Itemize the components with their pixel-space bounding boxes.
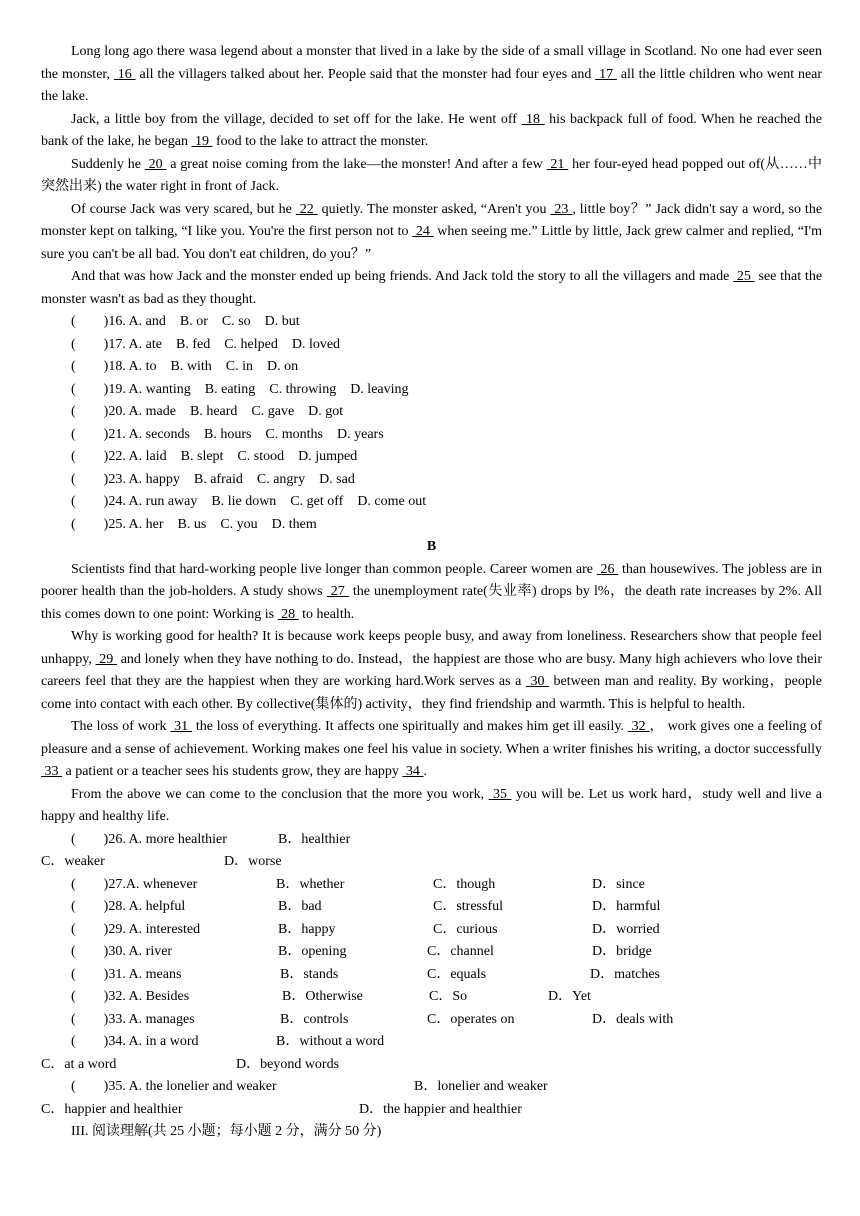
blank-24: 24 xyxy=(412,224,434,239)
option-b[interactable]: B．healthier xyxy=(278,831,351,847)
question-27[interactable] xyxy=(41,874,822,897)
text: the loss of everything. It affects one spiritually and makes him get ill easily. xyxy=(195,719,624,734)
option-d[interactable]: D．worse xyxy=(224,854,282,869)
blank-32: 32 xyxy=(627,719,650,734)
blank-33: 33 xyxy=(41,764,62,779)
option-b[interactable]: B．without a word xyxy=(276,1034,385,1049)
blank-22: 22 xyxy=(295,201,318,217)
text: the unemployment rate(失业率) drops by l%，the death rate increases by 2%. All this comes down to one point: Working is xyxy=(41,584,823,622)
text: The loss of work xyxy=(71,719,167,734)
text: a patient or a teacher sees his students grow, they are happy xyxy=(65,764,399,779)
blank-17: 17 xyxy=(595,66,617,82)
question-26[interactable] xyxy=(41,829,822,852)
text: Why is working good for health? It is because work keeps people busy, and away from loneliness. Researchers show that people feel unhappy, xyxy=(41,629,822,667)
text: , little boy？” Jack didn't say a word, so the monster kept on talking, “I like you. You're the first person not to xyxy=(41,201,823,239)
option-d[interactable]: D．deals with xyxy=(592,1011,674,1027)
option-d[interactable]: D．Yet xyxy=(548,989,591,1004)
exam-page xyxy=(41,41,822,1144)
question-19[interactable]: ( )19. A. wanting B. eating C. throwing D. leaving xyxy=(71,381,409,397)
text: Of course Jack was very scared, but he xyxy=(71,201,292,217)
blank-31: 31 xyxy=(170,719,192,734)
text: . xyxy=(423,764,427,779)
option-d[interactable]: D．worried xyxy=(592,921,660,937)
option-b[interactable]: B．bad xyxy=(278,899,322,914)
blank-23: 23 xyxy=(550,201,573,217)
question-35[interactable] xyxy=(41,1076,822,1099)
text: you will be. Let us work hard，study well and live a happy and healthy life. xyxy=(41,786,822,824)
option-d[interactable]: D．matches xyxy=(590,966,660,982)
option-c[interactable]: C．channel xyxy=(427,944,494,959)
option-a[interactable]: ( )31. A. means xyxy=(71,966,182,982)
question-22[interactable]: ( )22. A. laid B. slept C. stood D. jumped xyxy=(71,449,358,464)
blank-27: 27 xyxy=(326,584,349,599)
blank-30: 30 xyxy=(525,674,549,689)
text: all the villagers talked about her. People said that the monster had four eyes and xyxy=(139,66,592,82)
passage-a-questions xyxy=(41,311,822,536)
blank-18: 18 xyxy=(521,111,545,127)
passage-b-paragraph-3 xyxy=(41,716,822,784)
option-c[interactable]: C．curious xyxy=(433,921,498,937)
text: when seeing me.” Little by little, Jack grew calmer and replied, “I'm sure you can't be all bad. You don't eat children, do you？” xyxy=(41,224,822,262)
text: Jack, a little boy from the village, decided to set off for the lake. He went off xyxy=(71,111,517,127)
text: and lonely when they have nothing to do. Instead，the happiest are those who are busy. Many high achievers who love their careers feel that they are the happiest when they are working hard.Work serves as a xyxy=(41,651,823,689)
question-24[interactable]: ( )24. A. run away B. lie down C. get off D. come out xyxy=(71,494,427,509)
option-c[interactable]: C．equals xyxy=(427,966,487,982)
text: From the above we can come to the conclusion that the more you work, xyxy=(71,786,485,802)
question-18[interactable]: ( )18. A. to B. with C. in D. on xyxy=(71,359,299,374)
option-b[interactable]: B．happy xyxy=(278,921,336,937)
passage-a-paragraph-1 xyxy=(41,41,822,109)
passage-b-paragraph-4 xyxy=(41,784,822,829)
question-17[interactable]: ( )17. A. ate B. fed C. helped D. loved xyxy=(71,336,341,352)
question-34[interactable] xyxy=(41,1031,822,1054)
option-a[interactable]: ( )33. A. manages xyxy=(71,1011,195,1027)
blank-21: 21 xyxy=(546,156,569,172)
passage-b-paragraph-2 xyxy=(41,626,822,716)
question-21[interactable]: ( )21. A. seconds B. hours C. months D. years xyxy=(71,426,384,442)
question-16[interactable]: ( )16. A. and B. or C. so D. but xyxy=(71,314,300,329)
question-25[interactable]: ( )25. A. her B. us C. you D. them xyxy=(71,516,317,532)
text: food to the lake to attract the monster. xyxy=(215,134,429,149)
option-a[interactable]: ( )28. A. helpful xyxy=(71,899,186,914)
option-c[interactable]: C．stressful xyxy=(433,899,503,914)
option-c[interactable]: C．happier and healthier xyxy=(41,1101,183,1117)
question-28[interactable] xyxy=(41,896,822,919)
text: than housewives. The jobless are in poorer health than the job-holders. A study shows xyxy=(41,561,823,599)
blank-20: 20 xyxy=(144,156,167,172)
option-b[interactable]: B．controls xyxy=(280,1011,349,1027)
question-23[interactable]: ( )23. A. happy B. afraid C. angry D. sad xyxy=(71,471,355,487)
text: her four-eyed head popped out of(从……中突然出来) the water right in front of Jack. xyxy=(41,156,823,194)
option-c[interactable]: C．though xyxy=(433,876,496,892)
option-d[interactable]: D．since xyxy=(592,876,645,892)
option-a[interactable]: ( )27.A. whenever xyxy=(71,876,198,892)
question-34-continued[interactable] xyxy=(41,1054,822,1077)
text: his backpack full of food. When he reached the bank of the lake, he began xyxy=(41,111,823,149)
option-a[interactable]: ( )30. A. river xyxy=(71,944,173,959)
option-c[interactable]: C．So xyxy=(429,989,468,1004)
blank-25: 25 xyxy=(733,269,755,284)
blank-29: 29 xyxy=(95,651,117,667)
question-35-continued[interactable] xyxy=(41,1099,822,1122)
option-d[interactable]: D．bridge xyxy=(592,944,652,959)
text: Long long ago there wasa legend about a monster that lived in a lake by the side of a small village in Scotland. No one had ever seen the monster, xyxy=(41,44,822,82)
option-b[interactable]: B．lonelier and weaker xyxy=(414,1079,548,1094)
passage-a-paragraph-2 xyxy=(41,109,822,154)
passage-b-paragraph-1 xyxy=(41,559,822,627)
text: quietly. The monster asked, “Aren't you xyxy=(321,201,547,217)
text: Scientists find that hard-working people live longer than common people. Career women are xyxy=(71,561,593,577)
passage-a-paragraph-4 xyxy=(41,199,822,267)
blank-16: 16 xyxy=(113,66,136,82)
option-c[interactable]: C．operates on xyxy=(427,1011,515,1027)
text: ， work gives one a feeling of pleasure and a sense of achievement. Working makes one feel his value in society. When a writer finishes his writing, a doctor successfully xyxy=(41,719,823,757)
text: between man and reality. By working，people come into contact with each other. By collective(集体的) activity，they find friendship and warmth. This is helpful to health. xyxy=(41,674,822,712)
option-a[interactable]: ( )26. A. more healthier xyxy=(71,831,227,847)
question-32[interactable] xyxy=(41,986,822,1009)
option-b[interactable]: B．Otherwise xyxy=(282,989,363,1004)
option-d[interactable]: D．the happier and healthier xyxy=(359,1101,522,1117)
text: see that the monster wasn't as bad as they thought. xyxy=(41,269,823,307)
blank-34: 34 xyxy=(402,764,424,779)
question-31[interactable] xyxy=(41,964,822,987)
option-a[interactable]: ( )35. A. the lonelier and weaker xyxy=(71,1079,277,1094)
option-d[interactable]: D．beyond words xyxy=(236,1056,340,1072)
option-b[interactable]: B．stands xyxy=(280,966,339,982)
blank-19: 19 xyxy=(191,134,213,149)
passage-a-paragraph-3 xyxy=(41,154,822,199)
text: And that was how Jack and the monster ended up being friends. And Jack told the story to all the villagers and made xyxy=(71,269,730,284)
option-a[interactable]: ( )34. A. in a word xyxy=(71,1034,199,1049)
option-d[interactable]: D．harmful xyxy=(592,899,661,914)
option-c[interactable]: C．at a word xyxy=(41,1056,117,1072)
option-b[interactable]: B．opening xyxy=(278,944,347,959)
passage-a-paragraph-5 xyxy=(41,266,822,311)
text: all the little children who went near the lake. xyxy=(41,66,823,104)
question-29[interactable] xyxy=(41,919,822,942)
question-20[interactable]: ( )20. A. made B. heard C. gave D. got xyxy=(71,404,344,419)
blank-28: 28 xyxy=(277,606,299,622)
option-a[interactable]: ( )32. A. Besides xyxy=(71,989,190,1004)
question-33[interactable] xyxy=(41,1009,822,1032)
option-c[interactable]: C．weaker xyxy=(41,854,105,869)
blank-35: 35 xyxy=(488,786,512,802)
text: Suddenly he xyxy=(71,156,141,172)
blank-26: 26 xyxy=(596,561,619,577)
question-30[interactable] xyxy=(41,941,822,964)
text: to health. xyxy=(302,606,355,622)
text: a great noise coming from the lake—the monster! And after a few xyxy=(170,156,543,172)
question-26-continued[interactable] xyxy=(41,851,822,874)
option-a[interactable]: ( )29. A. interested xyxy=(71,921,201,937)
section-heading-reading: III. 阅读理解(共 25 小题；每小题 2 分，满分 50 分) xyxy=(71,1124,382,1139)
passage-b-heading: B xyxy=(426,539,437,554)
option-b[interactable]: B．whether xyxy=(276,876,345,892)
